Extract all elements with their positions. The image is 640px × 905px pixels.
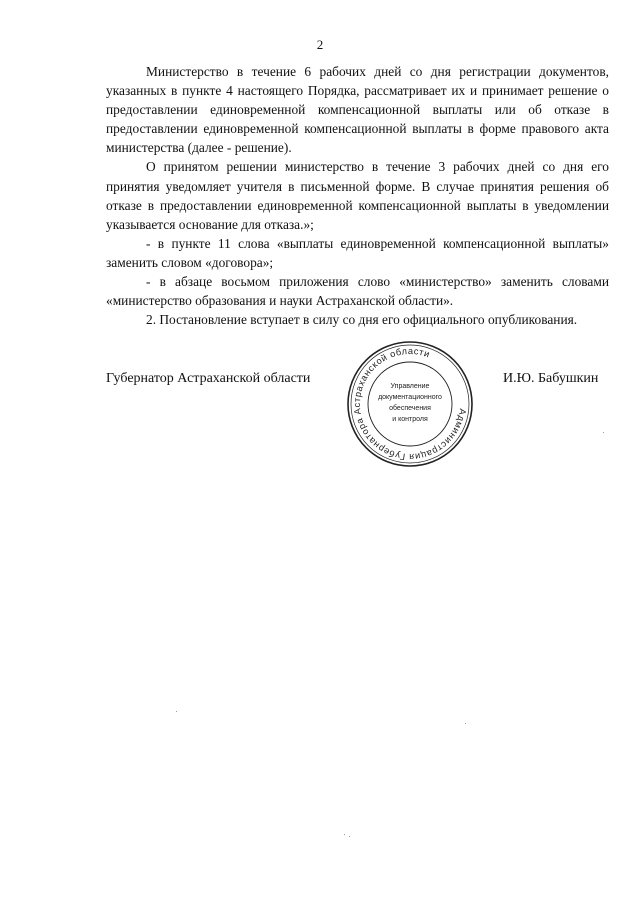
paragraph: Министерство в течение 6 рабочих дней со дня регистрации документов, указанных в пункте 4 настоящего Порядка, рассматривает их и принимает решение о предоставлении единовременной компенсационной выплаты или об отказе в предоставлении единовременной компенсационной выплаты в форме правового акта министерства (далее - решение). — [106, 64, 609, 156]
stamp-center-line: и контроля — [392, 416, 428, 423]
signatory-title: Губернатор Астраханской области — [106, 371, 311, 386]
stamp-ring-text: Администрация Губернатора Астраханской области — [351, 345, 468, 463]
scan-speck — [349, 836, 350, 837]
stamp-center-line: документационного — [378, 394, 442, 401]
signatory-name: И.Ю. Бабушкин — [503, 371, 599, 386]
paragraph: - в абзаце восьмом приложения слово «министерство» заменить словами «министерство образования и науки Астраханской области». — [106, 274, 609, 309]
paragraph: - в пункте 11 слова «выплаты единовременной компенсационной выплаты» заменить словом «договора»; — [106, 235, 609, 270]
page-number: 2 — [316, 37, 324, 52]
stamp-center-line: обеспечения — [389, 405, 431, 412]
document-body — [106, 62, 609, 329]
stamp-center-line: Управление — [390, 383, 430, 390]
scan-speck — [344, 834, 345, 835]
official-stamp — [345, 339, 475, 469]
scan-speck — [603, 432, 604, 433]
scan-speck — [176, 711, 177, 712]
scan-speck — [465, 723, 466, 724]
paragraph: 2. Постановление вступает в силу со дня его официального опубликования. — [146, 312, 578, 328]
paragraph: О принятом решении министерство в течение 3 рабочих дней со дня его принятия уведомляет учителя в письменной форме. В случае принятия решения об отказе в предоставлении единовременной компенсационной выплаты в уведомлении указывается основание для отказа.»; — [106, 159, 609, 232]
